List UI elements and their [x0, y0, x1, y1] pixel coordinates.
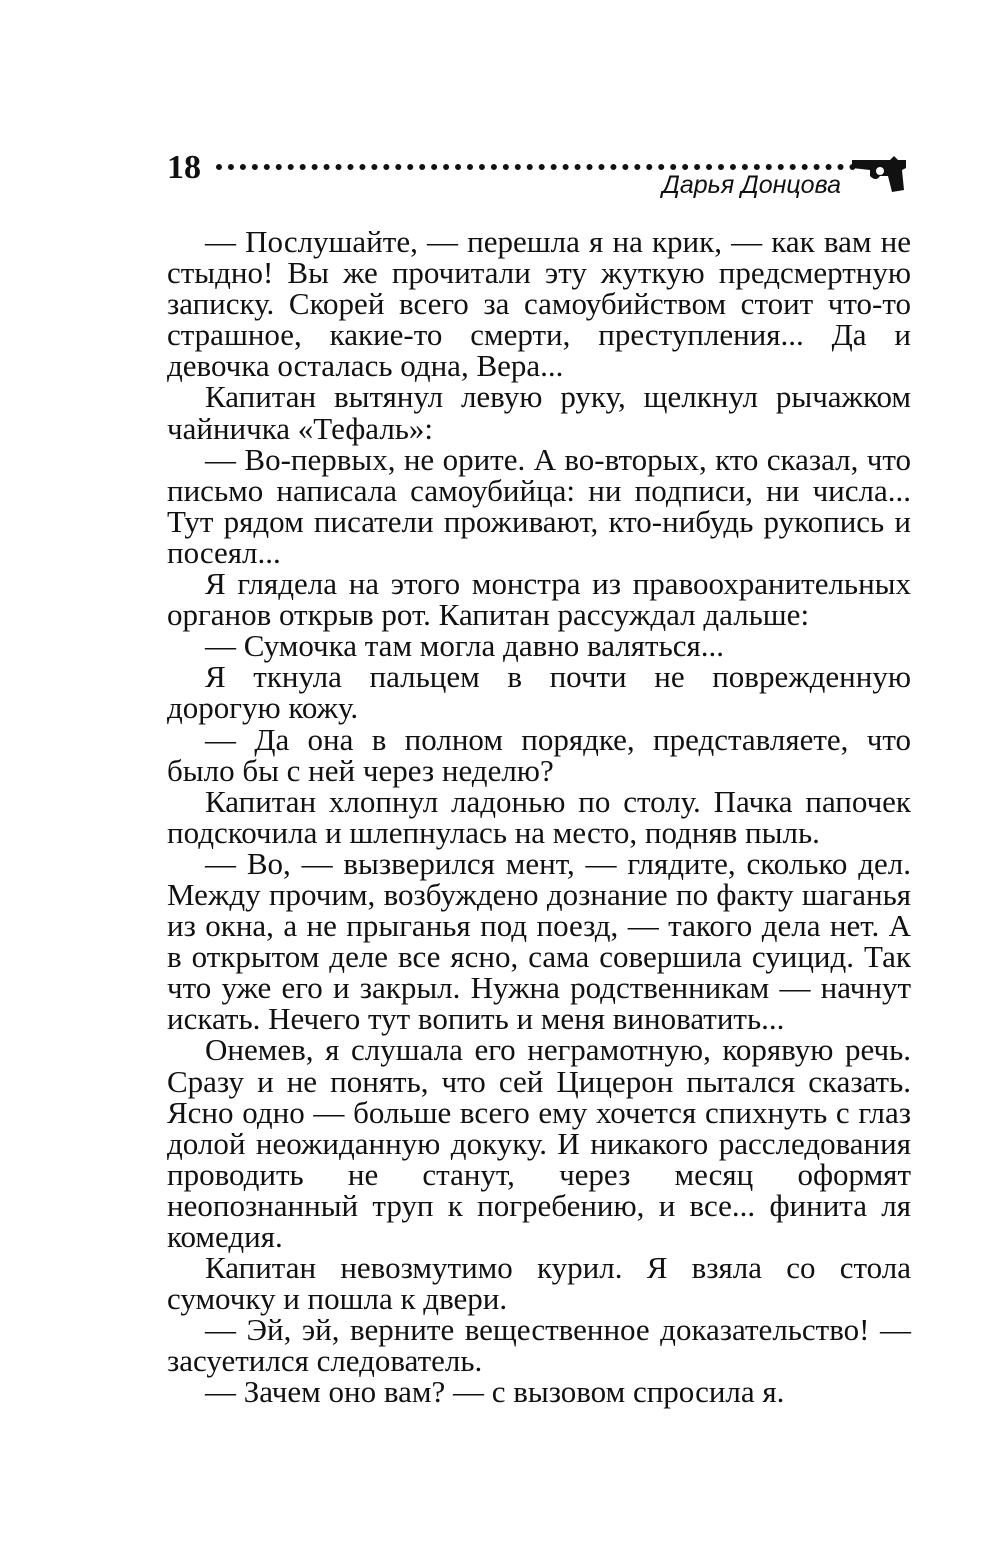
paragraph: — Да она в полном порядке, представляете, что было бы с ней через неделю?	[167, 721, 911, 788]
paragraph: Онемев, я слушала его неграмотную, корявую речь. Сразу и не понять, что сей Цицерон пытался сказать. Ясно одно — больше всего ему хочется спихнуть с глаз долой неожиданную докуку. И никакого расследования проводить не станут, через месяц оформят неопознанный труп к погребению, и все... финита ля комедия.	[167, 1032, 911, 1254]
paragraph: Капитан невозмутимо курил. Я взяла со стола сумочку и пошла к двери.	[167, 1250, 911, 1317]
paragraph: — Сумочка там могла давно валяться...	[205, 628, 724, 664]
paragraph: — Зачем оно вам? — с вызовом спросила я.	[205, 1374, 785, 1410]
paragraph: — Во-первых, не орите. А во-вторых, кто сказал, что письмо написала самоубийца: ни подписи, ни числа... Тут рядом писатели проживают, кто-нибудь рукопись и посеял...	[167, 441, 911, 570]
running-header	[167, 148, 917, 208]
paragraph: — Послушайте, — перешла я на крик, — как вам не стыдно! Вы же прочитали эту жуткую предсмертную записку. Скорей всего за самоубийством стоит что-то страшное, какие-то смерти, преступления... Да и девочка осталась одна, Вера...	[167, 224, 911, 384]
paragraph: Я ткнула пальцем в почти не поврежденную дорогую кожу.	[167, 659, 911, 726]
page-number: 18	[167, 149, 201, 186]
paragraph: — Во, — вызверился мент, — глядите, сколько дел. Между прочим, возбуждено дознание по факту шаганья из окна, а не прыганья под поезд, — такого дела нет. А в открытом деле все ясно, сама совершила суицид. Так что уже его и закрыл. Нужна родственникам — начнут искать. Нечего тут вопить и меня виноватить...	[167, 845, 911, 1037]
body-text	[167, 226, 911, 1408]
paragraph: Капитан хлопнул ладонью по столу. Пачка папочек подскочила и шлепнулась на место, подняв пыль.	[167, 783, 911, 850]
pistol-icon	[850, 154, 914, 194]
author-name: Дарья Донцова	[662, 171, 841, 199]
paragraph: Я глядела на этого монстра из правоохранительных органов открыв рот. Капитан рассуждал дальше:	[167, 566, 911, 633]
paragraph: — Эй, эй, верните вещественное доказательство! — засуетился следователь.	[167, 1312, 911, 1379]
paragraph: Капитан вытянул левую руку, щелкнул рычажком чайничка «Тефаль»:	[167, 379, 911, 446]
